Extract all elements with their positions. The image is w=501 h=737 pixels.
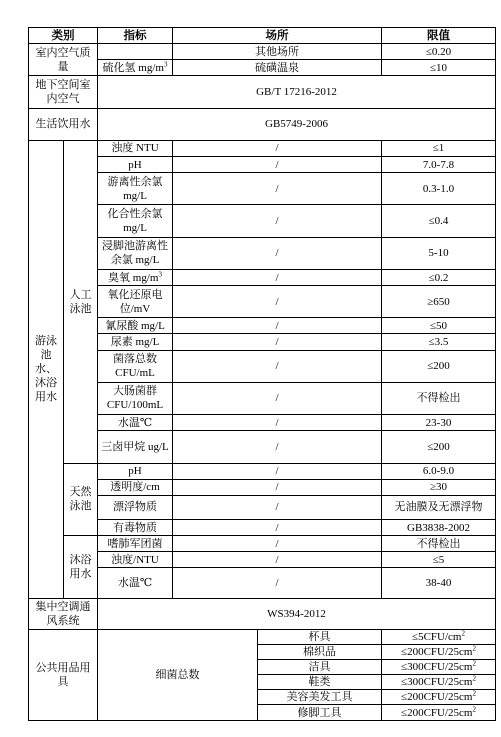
location-cell: /: [173, 519, 382, 535]
limit-cell: ≥30: [382, 479, 496, 495]
indicator-cell: pH: [98, 463, 173, 479]
category-central-ac: 集中空调通风系统: [29, 598, 98, 629]
superscript: 2: [461, 629, 465, 638]
location-cell: /: [173, 350, 382, 382]
limit-cell: 不得检出: [382, 536, 496, 552]
indicator-cell: 游离性余氯 mg/L: [98, 173, 173, 205]
indicator-cell: 氰尿酸 mg/L: [98, 318, 173, 334]
limit-cell: ≤200: [382, 350, 496, 382]
location-cell: 修脚工具: [258, 705, 382, 721]
limit-cell: 7.0-7.8: [382, 157, 496, 173]
indicator-cell: 浸脚池游离性余氯 mg/L: [98, 237, 173, 269]
limit-cell: 38-40: [382, 568, 496, 598]
limit-cell: [382, 675, 496, 690]
location-cell: /: [173, 173, 382, 205]
standard-cell: GB/T 17216-2012: [98, 76, 496, 108]
location-cell: /: [173, 205, 382, 237]
superscript: 3: [158, 269, 162, 278]
indicator-cell: 透明度/cm: [98, 479, 173, 495]
limit-text: ≤200CFU/25cm: [401, 646, 473, 659]
location-cell: 硫磺温泉: [173, 60, 382, 76]
limit-cell: ≤0.20: [382, 44, 496, 60]
limit-cell: ≤0.2: [382, 269, 496, 285]
location-cell: /: [173, 237, 382, 269]
location-cell: /: [173, 463, 382, 479]
superscript: 3: [163, 60, 168, 69]
location-cell: /: [173, 568, 382, 598]
limit-text: ≤200CFU/25cm: [401, 691, 473, 704]
indicator-cell: 水温℃: [98, 415, 173, 431]
location-cell: 杯具: [258, 629, 382, 644]
limit-cell: ≤1: [382, 140, 496, 156]
limit-text: ≤300CFU/25cm: [401, 676, 473, 689]
limit-cell: [382, 644, 496, 659]
limit-text: ≤200CFU/25cm: [401, 706, 473, 719]
location-cell: /: [173, 479, 382, 495]
location-cell: /: [173, 140, 382, 156]
location-cell: 其他场所: [173, 44, 382, 60]
header-category: 类别: [29, 28, 98, 44]
indicator-cell: 尿素 mg/L: [98, 334, 173, 350]
indicator-cell: 氧化还原电位/mV: [98, 286, 173, 318]
header-location: 场所: [173, 28, 382, 44]
limit-cell: ≤5: [382, 552, 496, 568]
category-public-items: 公共用品用具: [29, 629, 98, 720]
limit-cell: [382, 705, 496, 721]
category-swimming: 游泳池水、沐浴用水: [29, 140, 64, 598]
indicator-cell: [98, 269, 173, 285]
category-indoor-air: 室内空气质量: [29, 44, 98, 76]
header-limit: 限值: [382, 28, 496, 44]
subcategory-shower-water: 沐浴用水: [64, 536, 98, 599]
standard-cell: WS394-2012: [98, 598, 496, 629]
indicator-cell: [98, 60, 173, 76]
indicator-cell: 漂浮物质: [98, 495, 173, 519]
location-cell: 美容美发工具: [258, 690, 382, 705]
location-cell: /: [173, 157, 382, 173]
superscript: 2: [472, 674, 476, 683]
limit-cell: 0.3-1.0: [382, 173, 496, 205]
indicator-cell: 三卤甲烷 ug/L: [98, 431, 173, 463]
location-cell: 棉织品: [258, 644, 382, 659]
indicator-cell: 有毒物质: [98, 519, 173, 535]
location-cell: /: [173, 536, 382, 552]
category-underground-air: 地下空间室内空气: [29, 76, 98, 108]
indicator-cell: 水温℃: [98, 568, 173, 598]
limit-cell: ≥650: [382, 286, 496, 318]
indicator-cell: 浊度/NTU: [98, 552, 173, 568]
limit-cell: ≤3.5: [382, 334, 496, 350]
superscript: 2: [472, 644, 476, 653]
location-cell: /: [173, 415, 382, 431]
category-drinking-water: 生活饮用水: [29, 108, 98, 140]
limit-cell: GB3838-2002: [382, 519, 496, 535]
location-cell: /: [173, 269, 382, 285]
indicator-cell: 化合性余氯 mg/L: [98, 205, 173, 237]
limit-cell: [382, 690, 496, 705]
subcategory-natural-pool: 天然泳池: [64, 463, 98, 536]
limit-cell: 不得检出: [382, 382, 496, 414]
location-cell: /: [173, 495, 382, 519]
standard-cell: GB5749-2006: [98, 108, 496, 140]
indicator-cell: 大肠菌群 CFU/100mL: [98, 382, 173, 414]
limit-cell: ≤0.4: [382, 205, 496, 237]
limit-cell: 5-10: [382, 237, 496, 269]
location-cell: 鞋类: [258, 675, 382, 690]
subcategory-artificial-pool: 人工泳池: [64, 140, 98, 463]
location-cell: /: [173, 382, 382, 414]
superscript: 2: [472, 689, 476, 698]
location-cell: /: [173, 334, 382, 350]
superscript: 2: [472, 659, 476, 668]
location-cell: /: [173, 286, 382, 318]
limit-cell: ≤10: [382, 60, 496, 76]
limit-cell: 23-30: [382, 415, 496, 431]
limit-cell: ≤50: [382, 318, 496, 334]
limit-cell: [382, 629, 496, 644]
indicator-cell: pH: [98, 157, 173, 173]
location-cell: 洁具: [258, 660, 382, 675]
header-indicator: 指标: [98, 28, 173, 44]
limit-text: ≤300CFU/25cm: [401, 661, 473, 674]
standards-table: [28, 27, 496, 721]
indicator-bacteria-total: 细菌总数: [98, 629, 258, 720]
indicator-cell: [98, 44, 173, 60]
indicator-cell: 浊度 NTU: [98, 140, 173, 156]
superscript: 2: [472, 705, 476, 714]
limit-cell: 无油膜及无漂浮物: [382, 495, 496, 519]
location-cell: /: [173, 431, 382, 463]
indicator-text: 硫化氢 mg/m: [102, 61, 164, 74]
indicator-cell: 菌落总数 CFU/mL: [98, 350, 173, 382]
limit-text: ≤5CFU/cm: [412, 630, 462, 643]
limit-cell: ≤200: [382, 431, 496, 463]
limit-cell: 6.0-9.0: [382, 463, 496, 479]
location-cell: /: [173, 552, 382, 568]
indicator-text: 臭氧 mg/m: [108, 271, 159, 284]
indicator-cell: 嗜肺军团菌: [98, 536, 173, 552]
limit-cell: [382, 660, 496, 675]
location-cell: /: [173, 318, 382, 334]
